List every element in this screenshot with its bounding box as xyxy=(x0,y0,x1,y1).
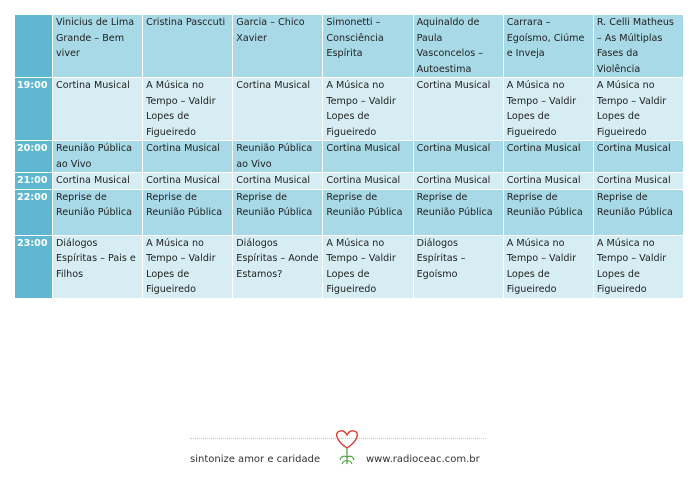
program-cell: Cortina Musical xyxy=(504,173,593,189)
time-label: 21:00 xyxy=(15,173,52,189)
table-row xyxy=(15,78,683,140)
column-header: Cristina Pasccuti xyxy=(143,15,232,77)
column-header: Vinicius de Lima Grande – Bem viver xyxy=(53,15,142,77)
time-header-cell xyxy=(15,15,52,77)
table-row xyxy=(15,190,683,235)
program-cell: Cortina Musical xyxy=(53,78,142,140)
program-cell: Cortina Musical xyxy=(504,141,593,172)
program-cell: Cortina Musical xyxy=(414,78,503,140)
program-cell: Cortina Musical xyxy=(414,173,503,189)
program-cell: Reunião Pública ao Vivo xyxy=(233,141,322,172)
column-header: Aquinaldo de Paula Vasconcelos – Autoestima xyxy=(414,15,503,77)
program-cell: Cortina Musical xyxy=(233,173,322,189)
time-label: 23:00 xyxy=(15,236,52,298)
program-cell: A Música no Tempo – Valdir Lopes de Figueiredo xyxy=(504,236,593,298)
program-cell: Cortina Musical xyxy=(53,173,142,189)
table-row xyxy=(15,236,683,298)
time-label: 19:00 xyxy=(15,78,52,140)
program-cell: A Música no Tempo – Valdir Lopes de Figueiredo xyxy=(143,78,232,140)
website-text: www.radioceac.com.br xyxy=(366,454,480,465)
column-header: Garcia – Chico Xavier xyxy=(233,15,322,77)
table-row xyxy=(15,173,683,189)
program-cell: A Música no Tempo – Valdir Lopes de Figueiredo xyxy=(594,78,683,140)
program-cell: Cortina Musical xyxy=(323,173,412,189)
time-label: 22:00 xyxy=(15,190,52,235)
program-cell: Diálogos Espíritas – Aonde Estamos? xyxy=(233,236,322,298)
slogan-text: sintonize amor e caridade xyxy=(190,454,321,465)
program-cell: Reprise de Reunião Pública xyxy=(414,190,503,235)
program-cell: A Música no Tempo – Valdir Lopes de Figueiredo xyxy=(504,78,593,140)
program-cell: Cortina Musical xyxy=(594,173,683,189)
program-cell: A Música no Tempo – Valdir Lopes de Figueiredo xyxy=(323,236,412,298)
table-row xyxy=(15,141,683,172)
program-cell: Cortina Musical xyxy=(233,78,322,140)
program-cell: Cortina Musical xyxy=(143,173,232,189)
column-header: Carrara – Egoísmo, Ciúme e Inveja xyxy=(504,15,593,77)
program-cell: Cortina Musical xyxy=(414,141,503,172)
program-cell: A Música no Tempo – Valdir Lopes de Figueiredo xyxy=(143,236,232,298)
heart-flower-icon xyxy=(330,428,364,466)
header-row xyxy=(15,15,683,77)
program-cell: A Música no Tempo – Valdir Lopes de Figueiredo xyxy=(323,78,412,140)
program-cell: Reprise de Reunião Pública xyxy=(504,190,593,235)
program-cell: Reprise de Reunião Pública xyxy=(594,190,683,235)
program-cell: A Música no Tempo – Valdir Lopes de Figueiredo xyxy=(594,236,683,298)
program-cell: Cortina Musical xyxy=(323,141,412,172)
program-cell: Diálogos Espíritas – Egoísmo xyxy=(414,236,503,298)
column-header: R. Celli Matheus – As Múltiplas Fases da Violência xyxy=(594,15,683,77)
program-cell: Cortina Musical xyxy=(143,141,232,172)
program-cell: Reprise de Reunião Pública xyxy=(143,190,232,235)
program-cell: Reunião Pública ao Vivo xyxy=(53,141,142,172)
time-label: 20:00 xyxy=(15,141,52,172)
program-cell: Reprise de Reunião Pública xyxy=(53,190,142,235)
schedule-table xyxy=(14,14,684,299)
program-cell: Cortina Musical xyxy=(594,141,683,172)
footer xyxy=(190,428,490,468)
program-cell: Reprise de Reunião Pública xyxy=(323,190,412,235)
column-header: Simonetti – Consciência Espírita xyxy=(323,15,412,77)
program-cell: Diálogos Espíritas – Pais e Filhos xyxy=(53,236,142,298)
program-cell: Reprise de Reunião Pública xyxy=(233,190,322,235)
